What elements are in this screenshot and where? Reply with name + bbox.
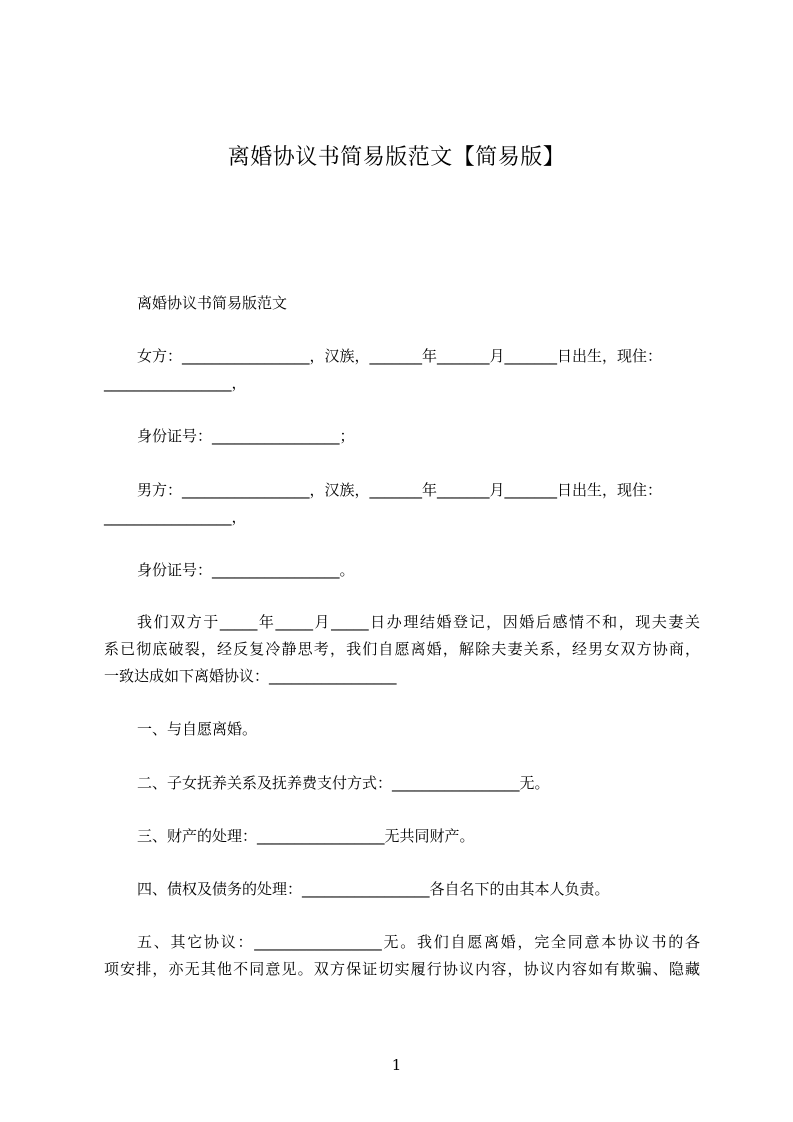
clause-5: 五、其它协议：_________________无。我们自愿离婚，完全同意本协议书的各 — [137, 933, 700, 951]
male-party-line: 男方：_________________，汉族，_______年_______月_______日出生，现住： — [137, 481, 663, 499]
clause-3: 三、财产的处理：_________________无共同财产。 — [137, 827, 475, 845]
page-number: 1 — [391, 1056, 402, 1074]
clause-5-continued: 项安排，亦无其他不同意见。双方保证切实履行协议内容，协议内容如有欺骗、隐藏 — [104, 960, 700, 978]
clause-1: 一、与自愿离婚。 — [137, 720, 258, 738]
document-title: 离婚协议书简易版范文【简易版】 — [227, 145, 566, 170]
female-address-line: _________________， — [104, 374, 247, 392]
paragraph-line: 一致达成如下离婚协议：_________________ — [104, 667, 397, 685]
female-party-line: 女方：_________________，汉族，_______年_______月_______日出生，现住： — [137, 347, 663, 365]
male-address-line: _________________， — [104, 508, 247, 526]
paragraph-line: 我们双方于_____年_____月_____日办理结婚登记，因婚后感情不和，现夫妻关 — [137, 613, 700, 631]
male-id-line: 身份证号：_________________。 — [137, 561, 355, 579]
clause-4: 四、债权及债务的处理：_________________各自名下的由其本人负责。 — [137, 880, 610, 898]
clause-2: 二、子女抚养关系及抚养费支付方式：_________________无。 — [137, 774, 550, 792]
paragraph-line: 系已彻底破裂，经反复冷静思考，我们自愿离婚，解除夫妻关系，经男女双方协商， — [104, 640, 700, 658]
subtitle-line: 离婚协议书简易版范文 — [137, 294, 288, 312]
female-id-line: 身份证号：_________________； — [137, 427, 355, 445]
